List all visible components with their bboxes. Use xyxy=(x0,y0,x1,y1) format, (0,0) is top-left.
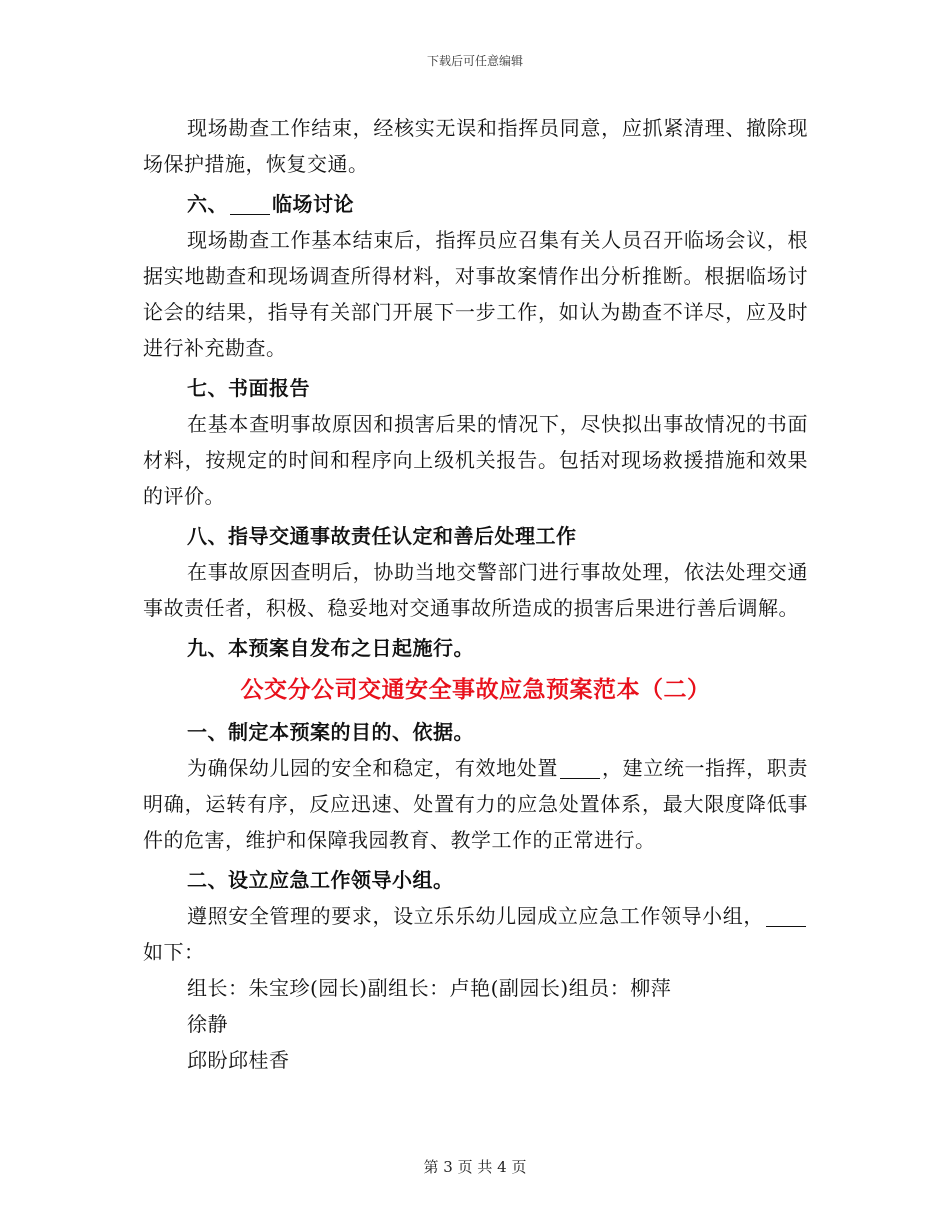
paragraph-accident-handling: 在事故原因查明后，协助当地交警部门进行事故处理，依法处理交通事故责任者，积极、稳妥地对交通事故所造成的损害后果进行善后调解。 xyxy=(143,560,808,620)
document-body xyxy=(143,110,808,1078)
fill-in-blank xyxy=(560,756,600,779)
heading-one-b: 一、制定本预案的目的、依据。 xyxy=(187,720,474,744)
document-title-two: 公交分公司交通安全事故应急预案范本（二） xyxy=(240,676,711,703)
heading-six xyxy=(143,182,808,222)
member-line-leaders: 组长：朱宝珍(园长)副组长：卢艳(副园长)组员：柳萍 xyxy=(187,976,672,1000)
heading-six-text: 临场讨论 xyxy=(272,192,354,216)
fill-in-blank xyxy=(230,192,270,215)
member-line-3: 邱盼邱桂香 xyxy=(187,1048,290,1072)
paragraph-leadership-end: 如下： xyxy=(143,940,205,964)
fill-in-blank xyxy=(766,904,806,927)
paragraph-leadership-start: 遵照安全管理的要求，设立乐乐幼儿园成立应急工作领导小组， xyxy=(187,904,764,928)
paragraph-scene-cleanup: 现场勘查工作结束，经核实无误和指挥员同意，应抓紧清理、撤除现场保护措施，恢复交通。 xyxy=(143,116,808,176)
paragraph-on-site-discussion: 现场勘查工作基本结束后，指挥员应召集有关人员召开临场会议，根据实地勘查和现场调查所得材料，对事故案情作出分析推断。根据临场讨论会的结果，指导有关部门开展下一步工作，如认为勘查不详尽，应及时进行补充勘查。 xyxy=(143,228,808,360)
header-note: 下载后可任意编辑 xyxy=(426,54,523,68)
page-number: 第 3 页 共 4 页 xyxy=(423,1158,527,1176)
paragraph-leadership-group xyxy=(143,898,808,970)
heading-eight: 八、指导交通事故责任认定和善后处理工作 xyxy=(187,524,577,548)
heading-two-b: 二、设立应急工作领导小组。 xyxy=(187,868,454,892)
heading-seven: 七、书面报告 xyxy=(187,376,310,400)
member-line-2: 徐静 xyxy=(187,1012,228,1036)
heading-nine: 九、本预案自发布之日起施行。 xyxy=(187,636,474,660)
paragraph-written-report: 在基本查明事故原因和损害后果的情况下，尽快拟出事故情况的书面材料，按规定的时间和程序向上级机关报告。包括对现场救援措施和效果的评价。 xyxy=(143,412,808,508)
paragraph-purpose-end: ，建立统一指挥，职责明确，运转有序，反应迅速、处置有力的应急处置体系，最大限度降低事件的危害，维护和保障我园教育、教学工作的正常进行。 xyxy=(143,756,809,852)
paragraph-purpose xyxy=(143,750,808,858)
paragraph-purpose-start: 为确保幼儿园的安全和稳定，有效地处置 xyxy=(187,756,558,780)
heading-six-number: 六、 xyxy=(187,192,228,216)
